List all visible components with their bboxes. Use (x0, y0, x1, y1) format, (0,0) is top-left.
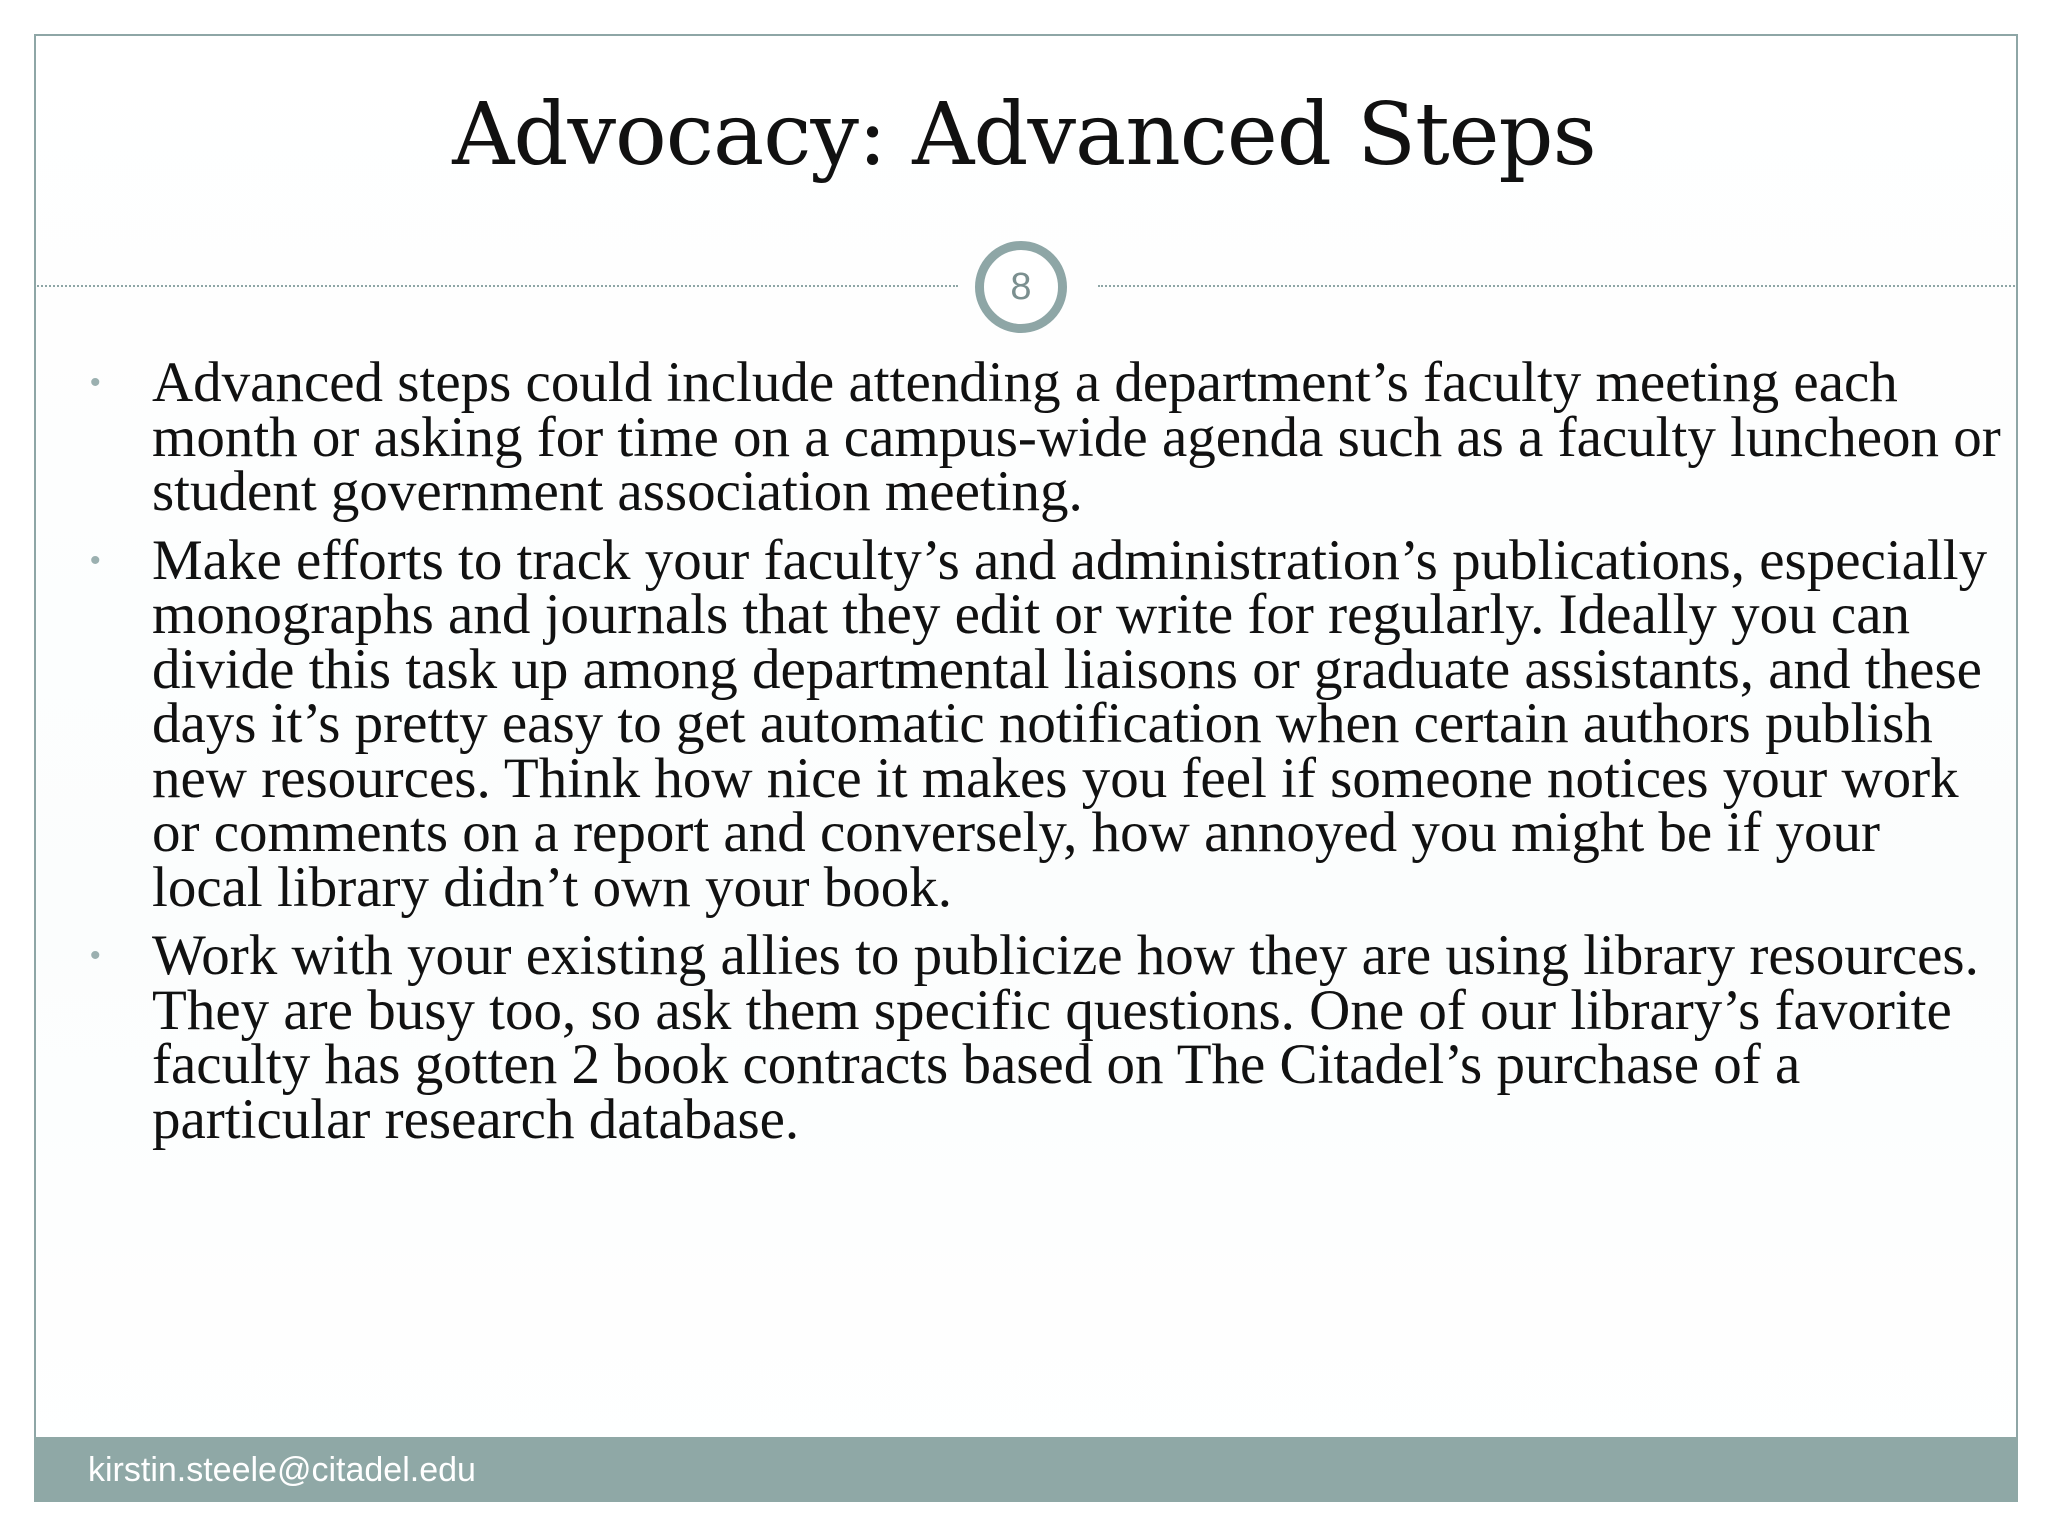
bullet-item (82, 924, 2002, 1151)
bullet-text: Work with your existing allies to publicize how they are using library resources. They are busy too, so ask them specific questions. One of our library’s favorite faculty has gotten 2 book contracts based on The Citadel’s purchase of a particular research database. (152, 924, 1979, 1151)
title-divider-right (1098, 285, 2018, 287)
slide-number-badge (975, 241, 1067, 333)
bullet-icon: • (90, 366, 101, 399)
bullet-text: Advanced steps could include attending a department’s faculty meeting each month or asking for time on a campus-wide agenda such as a faculty luncheon or student government association meeting. (152, 351, 2001, 523)
bullet-item (82, 351, 2002, 523)
slide-title: Advocacy: Advanced Steps (452, 85, 1596, 185)
bullet-icon: • (90, 543, 101, 577)
bullet-item (82, 528, 2002, 919)
footer-email[interactable]: kirstin.steele@citadel.edu (88, 1451, 476, 1489)
bullet-list (82, 351, 2002, 1161)
title-divider-left (34, 285, 958, 287)
bullet-icon: • (90, 939, 101, 972)
bullet-text: Make efforts to track your faculty’s and administration’s publications, especially monographs and journals that they edit or write for regularly. Ideally you can divide this task up among departmental liaisons or graduate assistants, and these days it’s pretty easy to get automatic notification when certain authors publish new resources. Think how nice it makes you feel if someone notices your work or comments on a report and conversely, how annoyed you might be if your local library didn’t own your book. (152, 528, 1988, 919)
slide-number: 8 (1010, 265, 1032, 308)
